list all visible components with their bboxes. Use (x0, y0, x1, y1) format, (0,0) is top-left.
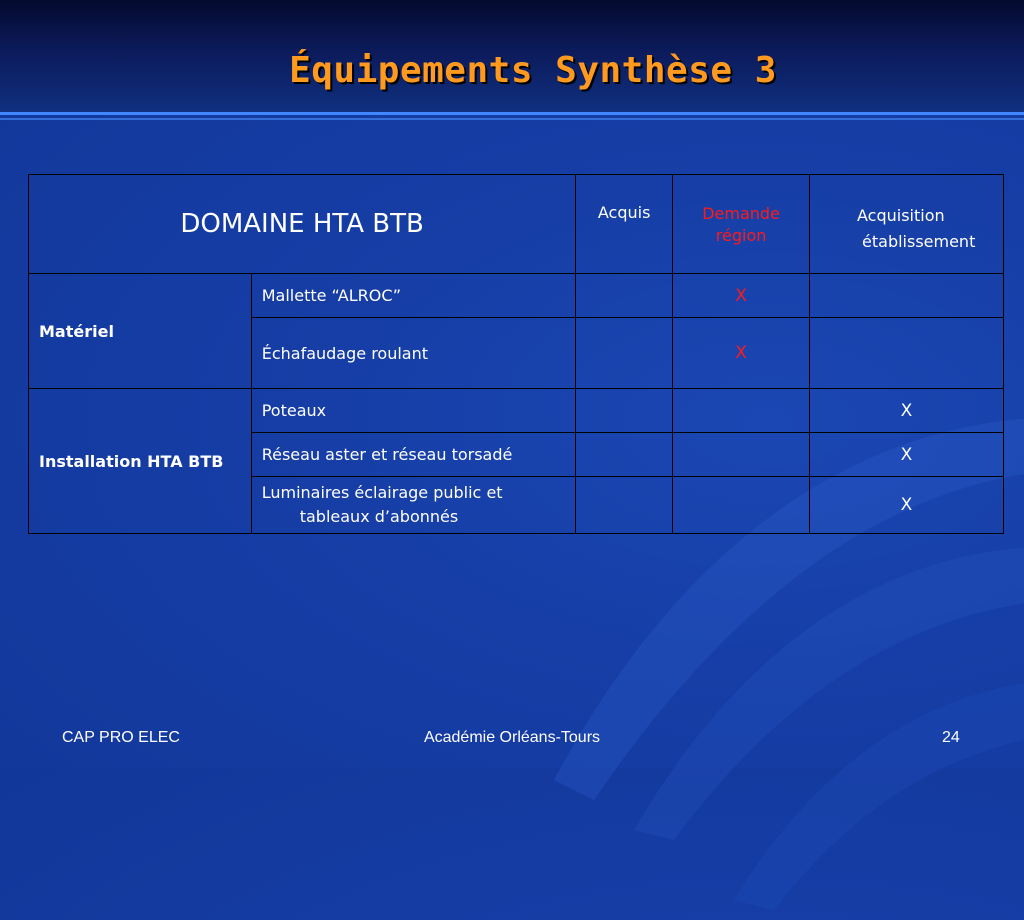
col-acquisition-header (810, 175, 1004, 274)
acquis-cell (576, 389, 673, 433)
acquisition-cell: X (810, 477, 1004, 534)
demande-cell (673, 433, 810, 477)
category-cell: Matériel (29, 274, 252, 389)
divider-line-secondary (0, 118, 1024, 120)
acquisition-line2: établissement (862, 232, 976, 251)
item-line1: Luminaires éclairage public et (261, 483, 503, 502)
domain-header: DOMAINE HTA BTB (29, 175, 576, 274)
acquisition-cell: X (810, 433, 1004, 477)
demande-cell: X (673, 318, 810, 389)
slide-title: Équipements Synthèse 3 (289, 50, 777, 91)
acquis-cell (576, 318, 673, 389)
table-row (29, 389, 1004, 433)
table-row (29, 274, 1004, 318)
acquis-cell (576, 433, 673, 477)
demande-cell (673, 477, 810, 534)
acquisition-line1: Acquisition (857, 206, 945, 225)
item-cell: Poteaux (251, 389, 575, 433)
item-cell: Échafaudage roulant (251, 318, 575, 389)
item-cell: Mallette “ALROC” (251, 274, 575, 318)
demande-cell: X (673, 274, 810, 318)
demande-cell (673, 389, 810, 433)
acquisition-cell (810, 274, 1004, 318)
item-line2: tableaux d’abonnés (299, 507, 459, 526)
acquisition-cell: X (810, 389, 1004, 433)
acquisition-cell (810, 318, 1004, 389)
divider-line (0, 112, 1024, 115)
equipment-table (28, 174, 1004, 534)
page-number: 24 (942, 729, 960, 746)
item-cell: Réseau aster et réseau torsadé (251, 433, 575, 477)
footer-left: CAP PRO ELEC (62, 729, 180, 746)
col-acquis-header: Acquis (576, 175, 673, 274)
acquis-cell (576, 274, 673, 318)
acquis-cell (576, 477, 673, 534)
item-cell (251, 477, 575, 534)
demande-line2: région (715, 226, 767, 245)
col-demande-header (673, 175, 810, 274)
header-row (29, 175, 1004, 274)
category-cell: Installation HTA BTB (29, 389, 252, 534)
footer-center: Académie Orléans-Tours (423, 729, 601, 746)
demande-line1: Demande (702, 204, 780, 223)
